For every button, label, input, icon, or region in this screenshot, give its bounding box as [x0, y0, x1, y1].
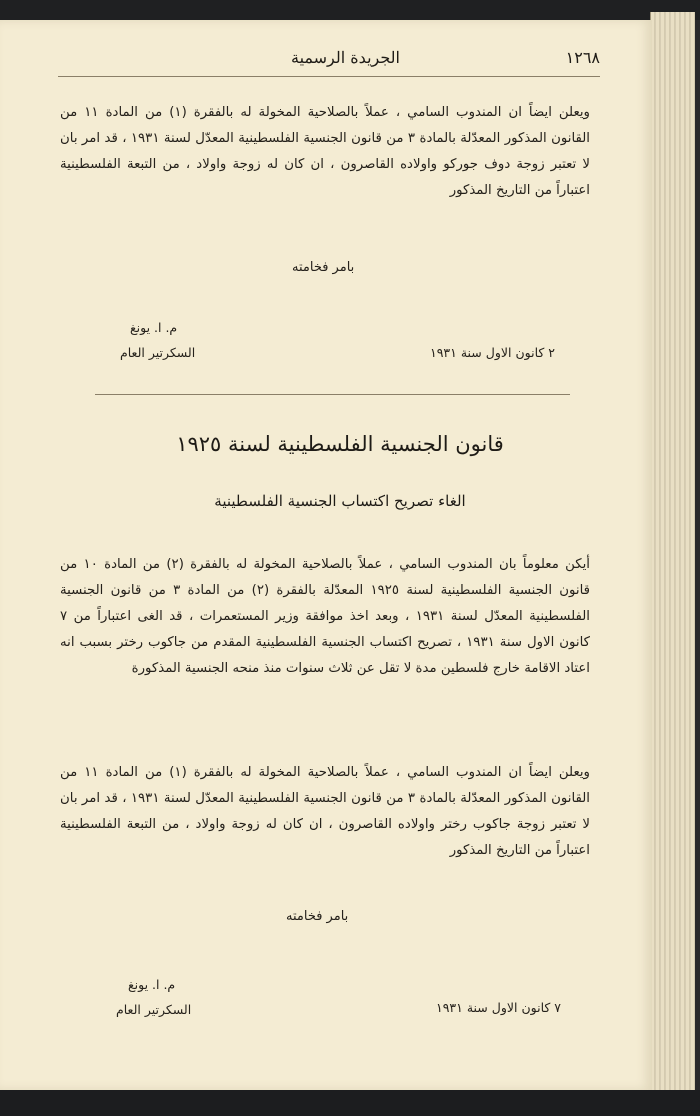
notice1-paragraph: ويعلن ايضاً ان المندوب السامي ، عملاً بالصلاحية المخولة له بالفقرة (١) من المادة ١١ من القانون المذكور المعدّلة بالمادة ٣ من قانون الجنسية الفلسطينية المعدّل لسنة ١٩٣١ ، قد امر بان لا تعتبر زوجة دوف جوركو واولاده القاصرون ، ان كان له زوجة واولاد ، من التبعة الفلسطينية اعتباراً من التاريخ المذكور	[60, 105, 590, 198]
gazette-page	[0, 20, 652, 1090]
notice2-by-order: بامر فخامته	[286, 909, 349, 924]
section-divider	[95, 394, 570, 395]
gazette-title: الجريدة الرسمية	[290, 48, 400, 67]
law-subtitle: الغاء تصريح اكتساب الجنسية الفلسطينية	[214, 492, 466, 510]
notice2-signatory-name: م. ا. يونغ	[128, 977, 176, 992]
law-title: قانون الجنسية الفلسطينية لسنة ١٩٢٥	[176, 432, 504, 456]
scan-background-top	[0, 0, 700, 20]
notice1-date: ٢ كانون الاول سنة ١٩٣١	[430, 345, 556, 360]
scan-background-bottom	[0, 1090, 700, 1116]
notice1-signatory-name: م. ا. يونغ	[130, 320, 178, 335]
notice1-signatory-title: السكرتير العام	[120, 345, 196, 360]
notice2-date: ٧ كانون الاول سنة ١٩٣١	[436, 1000, 562, 1015]
notice2-paragraph-1: أيكن معلوماً بان المندوب السامي ، عملاً بالصلاحية المخولة له بالفقرة (٢) من المادة ١٠ من قانون الجنسية الفلسطينية لسنة ١٩٢٥ المعدّلة بالفقرة (٢) من المادة ٣ من قانون الجنسية الفلسطينية المعدّل لسنة ١٩٣١ ، وبعد اخذ موافقة وزير المستعمرات ، قد الغى اعتباراً من ٧ كانون الاول سنة ١٩٣١ ، تصريح اكتساب الجنسية الفلسطينية المقدم من جاكوب رختر بسبب انه اعتاد الاقامة خارج فلسطين مدة لا تقل عن ثلاث سنوات منذ منحه الجنسية المذكورة	[60, 557, 591, 676]
book-page-edges	[650, 12, 695, 1092]
header-rule	[58, 76, 600, 77]
page-header	[58, 48, 600, 70]
notice1-by-order: بامر فخامته	[292, 260, 355, 275]
notice2-paragraph-2: ويعلن ايضاً ان المندوب السامي ، عملاً بالصلاحية المخولة له بالفقرة (١) من المادة ١١ من القانون المذكور المعدّلة بالمادة ٣ من قانون الجنسية الفلسطينية المعدّل لسنة ١٩٣١ ، قد امر بان لا تعتبر زوجة جاكوب رختر واولاده القاصرون ، ان كان له زوجة واولاد ، من التبعة الفلسطينية اعتباراً من التاريخ المذكور	[60, 765, 590, 858]
notice2-signatory-title: السكرتير العام	[116, 1002, 192, 1017]
page-number: ١٢٦٨	[565, 48, 600, 67]
